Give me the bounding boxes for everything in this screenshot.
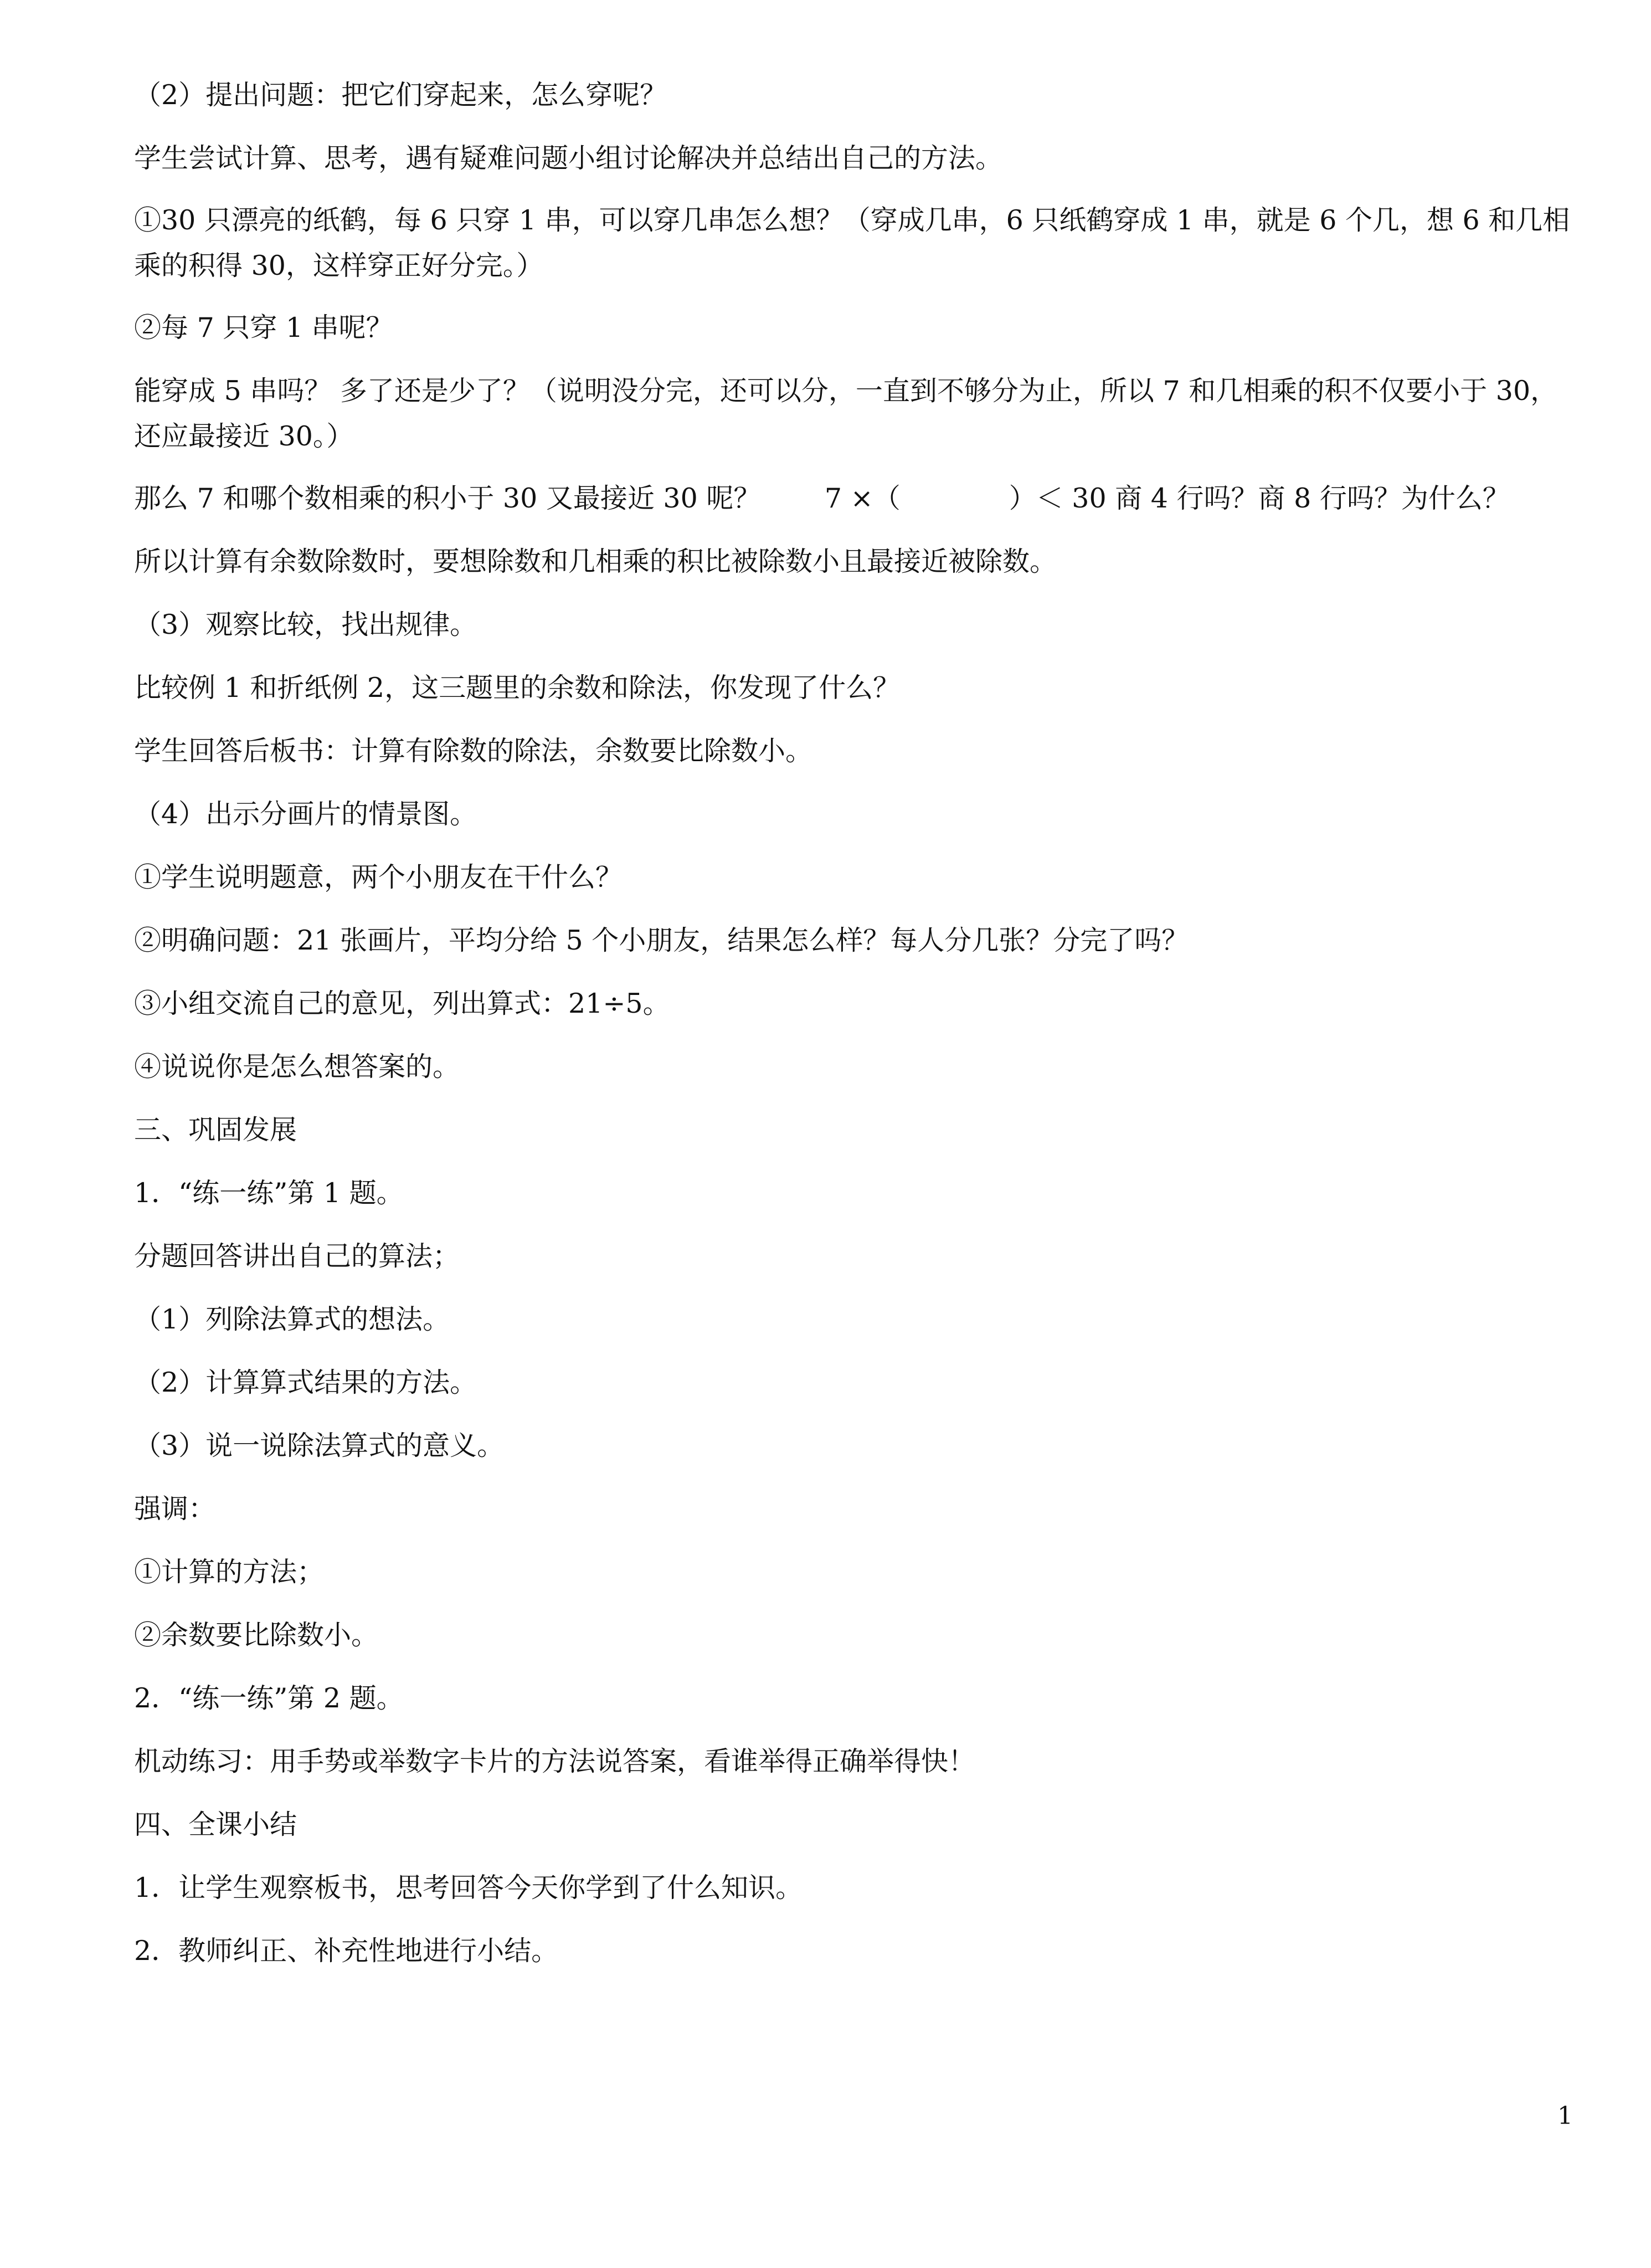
paragraph-line-16: ③小组交流自己的意见，列出算式：21÷5。 [134,988,670,1019]
paragraph-line-27: 2．“练一练”第 2 题。 [134,1682,404,1714]
paragraph-line-19: 1．“练一练”第 1 题。 [134,1177,404,1209]
section-heading-3: 三、巩固发展 [134,1114,297,1146]
paragraph-line-31: 2．教师纠正、补充性地进行小结。 [134,1935,559,1967]
paragraph-line-2: 学生尝试计算、思考，遇有疑难问题小组讨论解决并总结出自己的方法。 [134,142,1003,174]
paragraph-line-9: 所以计算有余数除数时，要想除数和几相乘的积比被除数小且最接近被除数。 [134,546,1057,577]
paragraph-line-22: （2）计算算式结果的方法。 [134,1367,477,1398]
paragraph-line-3: ①30 只漂亮的纸鹤，每 6 只穿 1 串，可以穿几串怎么想？（穿成几串，6 只纸鹤穿成 1 串，就是 6 个几，想 6 和几相 [134,204,1570,236]
paragraph-line-23: （3）说一说除法算式的意义。 [134,1430,505,1461]
paragraph-line-12: 学生回答后板书：计算有除数的除法，余数要比除数小。 [134,735,813,767]
paragraph-line-17: ④说说你是怎么想答案的。 [134,1051,460,1082]
page-number: 1 [1557,2102,1573,2130]
paragraph-line-30: 1．让学生观察板书，思考回答今天你学到了什么知识。 [134,1872,803,1903]
paragraph-line-13: （4）出示分画片的情景图。 [134,798,477,830]
paragraph-line-14: ①学生说明题意，两个小朋友在干什么？ [134,861,623,893]
formula-question: 那么 7 和哪个数相乘的积小于 30 又最接近 30 呢？ [134,483,761,514]
formula-expression: 7 ×（ ）＜ 30 商 4 行吗？商 8 行吗？为什么？ [824,483,1510,514]
paragraph-line-28: 机动练习：用手势或举数字卡片的方法说答案，看谁举得正确举得快！ [134,1746,976,1777]
paragraph-line-6: 能穿成 5 串吗？ 多了还是少了？（说明没分完，还可以分，一直到不够分为止，所以 7 和几相乘的积不仅要小于 30， [134,375,1558,407]
paragraph-line-25: ①计算的方法； [134,1556,325,1588]
paragraph-line-26: ②余数要比除数小。 [134,1619,379,1651]
paragraph-line-10: （3）观察比较，找出规律。 [134,609,477,640]
paragraph-line-7: 还应最接近 30。） [134,420,354,452]
paragraph-line-1: （2）提出问题：把它们穿起来，怎么穿呢？ [134,79,667,111]
paragraph-line-5: ②每 7 只穿 1 串呢？ [134,312,393,343]
paragraph-line-21: （1）列除法算式的想法。 [134,1304,450,1335]
formula-line [134,481,1510,516]
paragraph-line-4: 乘的积得 30，这样穿正好分完。） [134,250,544,281]
section-heading-4: 四、全课小结 [134,1809,297,1840]
paragraph-line-15: ②明确问题：21 张画片，平均分给 5 个小朋友，结果怎么样？每人分几张？分完了吗？ [134,925,1189,956]
paragraph-line-24: 强调： [134,1493,216,1525]
paragraph-line-20: 分题回答讲出自己的算法； [134,1240,460,1272]
paragraph-line-11: 比较例 1 和折纸例 2，这三题里的余数和除法，你发现了什么？ [134,672,901,704]
